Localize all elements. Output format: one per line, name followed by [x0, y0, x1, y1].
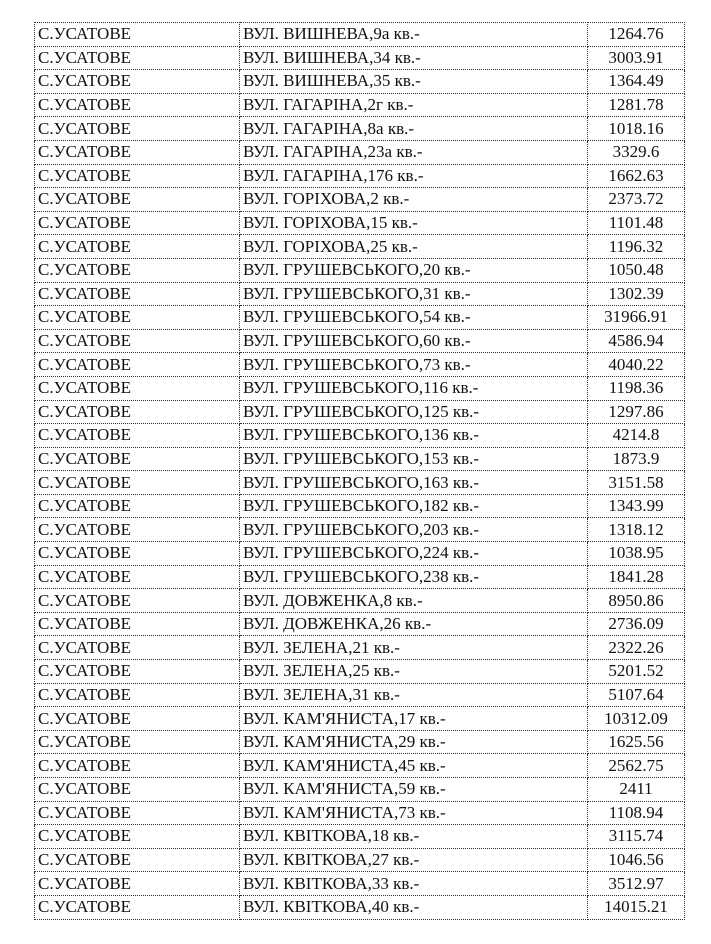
amount-cell: 8950.86	[588, 589, 685, 613]
amount-cell: 3329.6	[588, 140, 685, 164]
village-cell: С.УСАТОВЕ	[35, 801, 240, 825]
address-cell: ВУЛ. КАМ'ЯНИСТА,73 кв.-	[240, 801, 588, 825]
village-cell: С.УСАТОВЕ	[35, 447, 240, 471]
table-row	[35, 46, 685, 70]
address-cell: ВУЛ. ГРУШЕВСЬКОГО,203 кв.-	[240, 518, 588, 542]
address-cell: ВУЛ. ВИШНЕВА,9а кв.-	[240, 23, 588, 47]
table-row	[35, 376, 685, 400]
village-cell: С.УСАТОВЕ	[35, 164, 240, 188]
amount-cell: 1662.63	[588, 164, 685, 188]
amount-cell: 5107.64	[588, 683, 685, 707]
table-row	[35, 329, 685, 353]
amount-cell: 4586.94	[588, 329, 685, 353]
amount-cell: 1101.48	[588, 211, 685, 235]
address-cell: ВУЛ. ГОРІХОВА,25 кв.-	[240, 235, 588, 259]
address-cell: ВУЛ. ГРУШЕВСЬКОГО,116 кв.-	[240, 376, 588, 400]
amount-cell: 31966.91	[588, 306, 685, 330]
village-cell: С.УСАТОВЕ	[35, 211, 240, 235]
village-cell: С.УСАТОВЕ	[35, 23, 240, 47]
village-cell: С.УСАТОВЕ	[35, 895, 240, 919]
table-row	[35, 447, 685, 471]
amount-cell: 1302.39	[588, 282, 685, 306]
amount-cell: 4040.22	[588, 353, 685, 377]
amount-cell: 1264.76	[588, 23, 685, 47]
address-cell: ВУЛ. КВІТКОВА,27 кв.-	[240, 848, 588, 872]
address-cell: ВУЛ. ВИШНЕВА,34 кв.-	[240, 46, 588, 70]
village-cell: С.УСАТОВЕ	[35, 400, 240, 424]
table-row	[35, 612, 685, 636]
village-cell: С.УСАТОВЕ	[35, 825, 240, 849]
amount-cell: 1841.28	[588, 565, 685, 589]
table-row	[35, 70, 685, 94]
debt-table	[34, 22, 685, 920]
amount-cell: 10312.09	[588, 707, 685, 731]
amount-cell: 1625.56	[588, 730, 685, 754]
amount-cell: 1297.86	[588, 400, 685, 424]
table-row	[35, 93, 685, 117]
address-cell: ВУЛ. ГОРІХОВА,15 кв.-	[240, 211, 588, 235]
address-cell: ВУЛ. КАМ'ЯНИСТА,29 кв.-	[240, 730, 588, 754]
village-cell: С.УСАТОВЕ	[35, 282, 240, 306]
table-row	[35, 164, 685, 188]
address-cell: ВУЛ. ГРУШЕВСЬКОГО,60 кв.-	[240, 329, 588, 353]
address-cell: ВУЛ. ГАГАРІНА,2г кв.-	[240, 93, 588, 117]
address-cell: ВУЛ. ГРУШЕВСЬКОГО,224 кв.-	[240, 542, 588, 566]
amount-cell: 2373.72	[588, 188, 685, 212]
address-cell: ВУЛ. КАМ'ЯНИСТА,45 кв.-	[240, 754, 588, 778]
table-row	[35, 258, 685, 282]
table-row	[35, 895, 685, 919]
amount-cell: 3003.91	[588, 46, 685, 70]
village-cell: С.УСАТОВЕ	[35, 542, 240, 566]
village-cell: С.УСАТОВЕ	[35, 140, 240, 164]
address-cell: ВУЛ. ЗЕЛЕНА,31 кв.-	[240, 683, 588, 707]
amount-cell: 5201.52	[588, 660, 685, 684]
village-cell: С.УСАТОВЕ	[35, 188, 240, 212]
table-row	[35, 778, 685, 802]
amount-cell: 1046.56	[588, 848, 685, 872]
table-row	[35, 825, 685, 849]
table-body	[35, 23, 685, 920]
village-cell: С.УСАТОВЕ	[35, 353, 240, 377]
table-row	[35, 707, 685, 731]
village-cell: С.УСАТОВЕ	[35, 518, 240, 542]
amount-cell: 1873.9	[588, 447, 685, 471]
address-cell: ВУЛ. ГРУШЕВСЬКОГО,54 кв.-	[240, 306, 588, 330]
table-row	[35, 518, 685, 542]
table-row	[35, 636, 685, 660]
amount-cell: 2411	[588, 778, 685, 802]
table-row	[35, 754, 685, 778]
village-cell: С.УСАТОВЕ	[35, 93, 240, 117]
amount-cell: 2736.09	[588, 612, 685, 636]
address-cell: ВУЛ. ГРУШЕВСЬКОГО,182 кв.-	[240, 494, 588, 518]
address-cell: ВУЛ. ГРУШЕВСЬКОГО,125 кв.-	[240, 400, 588, 424]
amount-cell: 2322.26	[588, 636, 685, 660]
village-cell: С.УСАТОВЕ	[35, 848, 240, 872]
table-row	[35, 188, 685, 212]
address-cell: ВУЛ. ГРУШЕВСЬКОГО,136 кв.-	[240, 424, 588, 448]
address-cell: ВУЛ. ГРУШЕВСЬКОГО,73 кв.-	[240, 353, 588, 377]
table-row	[35, 23, 685, 47]
table-row	[35, 235, 685, 259]
table-row	[35, 140, 685, 164]
address-cell: ВУЛ. ГРУШЕВСЬКОГО,31 кв.-	[240, 282, 588, 306]
amount-cell: 3151.58	[588, 471, 685, 495]
address-cell: ВУЛ. ГРУШЕВСЬКОГО,238 кв.-	[240, 565, 588, 589]
village-cell: С.УСАТОВЕ	[35, 235, 240, 259]
address-cell: ВУЛ. КВІТКОВА,40 кв.-	[240, 895, 588, 919]
amount-cell: 3115.74	[588, 825, 685, 849]
amount-cell: 1196.32	[588, 235, 685, 259]
village-cell: С.УСАТОВЕ	[35, 636, 240, 660]
amount-cell: 1318.12	[588, 518, 685, 542]
village-cell: С.УСАТОВЕ	[35, 707, 240, 731]
amount-cell: 1364.49	[588, 70, 685, 94]
village-cell: С.УСАТОВЕ	[35, 494, 240, 518]
table-row	[35, 117, 685, 141]
village-cell: С.УСАТОВЕ	[35, 754, 240, 778]
address-cell: ВУЛ. ГАГАРІНА,8а кв.-	[240, 117, 588, 141]
village-cell: С.УСАТОВЕ	[35, 683, 240, 707]
village-cell: С.УСАТОВЕ	[35, 258, 240, 282]
address-cell: ВУЛ. ДОВЖЕНКА,8 кв.-	[240, 589, 588, 613]
amount-cell: 1108.94	[588, 801, 685, 825]
debt-table-sheet	[34, 22, 685, 920]
table-row	[35, 801, 685, 825]
village-cell: С.УСАТОВЕ	[35, 872, 240, 896]
village-cell: С.УСАТОВЕ	[35, 589, 240, 613]
address-cell: ВУЛ. ГАГАРІНА,176 кв.-	[240, 164, 588, 188]
amount-cell: 1038.95	[588, 542, 685, 566]
village-cell: С.УСАТОВЕ	[35, 471, 240, 495]
amount-cell: 1281.78	[588, 93, 685, 117]
address-cell: ВУЛ. ЗЕЛЕНА,25 кв.-	[240, 660, 588, 684]
table-row	[35, 306, 685, 330]
address-cell: ВУЛ. ГРУШЕВСЬКОГО,153 кв.-	[240, 447, 588, 471]
address-cell: ВУЛ. КВІТКОВА,18 кв.-	[240, 825, 588, 849]
amount-cell: 14015.21	[588, 895, 685, 919]
table-row	[35, 565, 685, 589]
village-cell: С.УСАТОВЕ	[35, 70, 240, 94]
address-cell: ВУЛ. ДОВЖЕНКА,26 кв.-	[240, 612, 588, 636]
village-cell: С.УСАТОВЕ	[35, 117, 240, 141]
address-cell: ВУЛ. КАМ'ЯНИСТА,59 кв.-	[240, 778, 588, 802]
village-cell: С.УСАТОВЕ	[35, 376, 240, 400]
village-cell: С.УСАТОВЕ	[35, 306, 240, 330]
table-row	[35, 400, 685, 424]
address-cell: ВУЛ. ГРУШЕВСЬКОГО,20 кв.-	[240, 258, 588, 282]
address-cell: ВУЛ. ГАГАРІНА,23а кв.-	[240, 140, 588, 164]
table-row	[35, 494, 685, 518]
table-row	[35, 282, 685, 306]
amount-cell: 4214.8	[588, 424, 685, 448]
address-cell: ВУЛ. ГОРІХОВА,2 кв.-	[240, 188, 588, 212]
village-cell: С.УСАТОВЕ	[35, 46, 240, 70]
amount-cell: 1018.16	[588, 117, 685, 141]
address-cell: ВУЛ. ГРУШЕВСЬКОГО,163 кв.-	[240, 471, 588, 495]
amount-cell: 1198.36	[588, 376, 685, 400]
address-cell: ВУЛ. ЗЕЛЕНА,21 кв.-	[240, 636, 588, 660]
village-cell: С.УСАТОВЕ	[35, 424, 240, 448]
address-cell: ВУЛ. ВИШНЕВА,35 кв.-	[240, 70, 588, 94]
table-row	[35, 730, 685, 754]
table-row	[35, 542, 685, 566]
table-row	[35, 211, 685, 235]
village-cell: С.УСАТОВЕ	[35, 612, 240, 636]
table-row	[35, 424, 685, 448]
amount-cell: 1050.48	[588, 258, 685, 282]
village-cell: С.УСАТОВЕ	[35, 660, 240, 684]
amount-cell: 2562.75	[588, 754, 685, 778]
amount-cell: 1343.99	[588, 494, 685, 518]
table-row	[35, 353, 685, 377]
table-row	[35, 848, 685, 872]
village-cell: С.УСАТОВЕ	[35, 730, 240, 754]
table-row	[35, 589, 685, 613]
village-cell: С.УСАТОВЕ	[35, 565, 240, 589]
table-row	[35, 872, 685, 896]
village-cell: С.УСАТОВЕ	[35, 778, 240, 802]
table-row	[35, 471, 685, 495]
amount-cell: 3512.97	[588, 872, 685, 896]
address-cell: ВУЛ. КАМ'ЯНИСТА,17 кв.-	[240, 707, 588, 731]
village-cell: С.УСАТОВЕ	[35, 329, 240, 353]
table-row	[35, 660, 685, 684]
address-cell: ВУЛ. КВІТКОВА,33 кв.-	[240, 872, 588, 896]
table-row	[35, 683, 685, 707]
